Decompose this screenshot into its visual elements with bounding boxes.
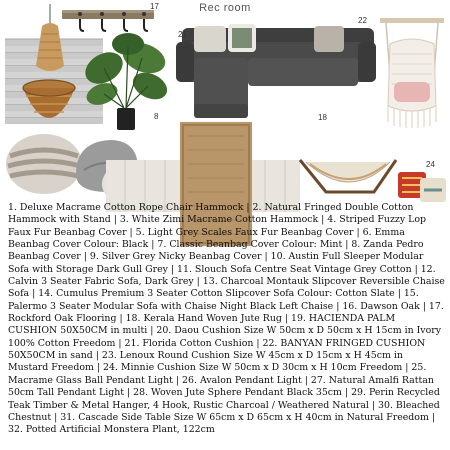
marker-18: 18 bbox=[318, 113, 327, 122]
hammock-stand-icon bbox=[296, 152, 400, 202]
board-title: Rec room bbox=[199, 2, 251, 14]
marker-17: 17 bbox=[150, 2, 159, 11]
marker-24: 24 bbox=[426, 160, 435, 169]
rattan-pendant-icon bbox=[14, 74, 84, 132]
woven-pendant-icon bbox=[28, 4, 72, 84]
hammock-chair-icon bbox=[376, 14, 448, 140]
marker-22: 22 bbox=[358, 16, 367, 25]
marker-8: 8 bbox=[154, 112, 159, 121]
marker-21: 21 bbox=[178, 30, 187, 39]
item-list: 1. Deluxe Macrame Cotton Rope Chair Hammock | 2. Natural Fringed Double Cotton Hammock with Stand | 3. White Zimi Macrame Cotton Hammock | 4. Striped Fuzzy Lop Faux Fur Beanbag Cover | 5. Light Grey Scales Faux Fur Beanbag Cover | 6. Emma Beanbag Cover Colour: Black | 7. Classic Beanbag Cover Colour: Mint | 8. Zanda Pedro Beanbag Cover | 9. Silver Grey Nicky Beanbag Cover | 10. Austin Full Sleeper Modular Sofa with Storage Dark Gull Grey | 11. Slouch Sofa Centre Seat Vintage Grey Cotton | 12. Calvin 3 Seater Fabric Sofa, Dark Grey | 13. Charcoal Montauk Slipcover Reversible Chaise Sofa | 14. Cumulus Premium 3 Seater Cotton Slipcover Sofa Colour: Cotton Slate | 15. Palermo 3 Seater Modular Sofa with Chaise Night Black Left Chaise | 16. Dawson Oak | 17. Rockford Oak Flooring | 18. Kerala Hand Woven Jute Rug | 19. HACIENDA PALM CUSHION 50X50CM in multi | 20. Daou Cushion Size W 50cm x D 50cm x H 15cm in Ivory 100% Cotton Freedom | 21. Florida Cotton Cushion | 22. BANYAN FRINGED CUSHION 50X50CM in sand | 23. Lenoux Round Cushion Size W 45cm x D 15cm x H 45cm in Mustard Freedom | 24. Minnie Cushion Size W 50cm x D 30cm x H 10cm Freedom | 25. Macrame Glass Ball Pendant Light | 26. Avalon Pendant Light | 27. Natural Amalfi Rattan 50cm Tall Pendant Light | 28. Woven Jute Sphere Pendant Black 35cm | 29. Perin Recycled Teak Timber & Metal Hanger, 4 Hook, Rustic Charcoal / Weathered Natural | 30. Bleached Chestnut | 31. Cascade Side Table Size W 65cm x D 65cm x H 40cm in Natural Freedom | 32. Potted Artificial Monstera Plant, 122cm bbox=[8, 202, 445, 436]
sectional-sofa-icon bbox=[176, 18, 380, 122]
